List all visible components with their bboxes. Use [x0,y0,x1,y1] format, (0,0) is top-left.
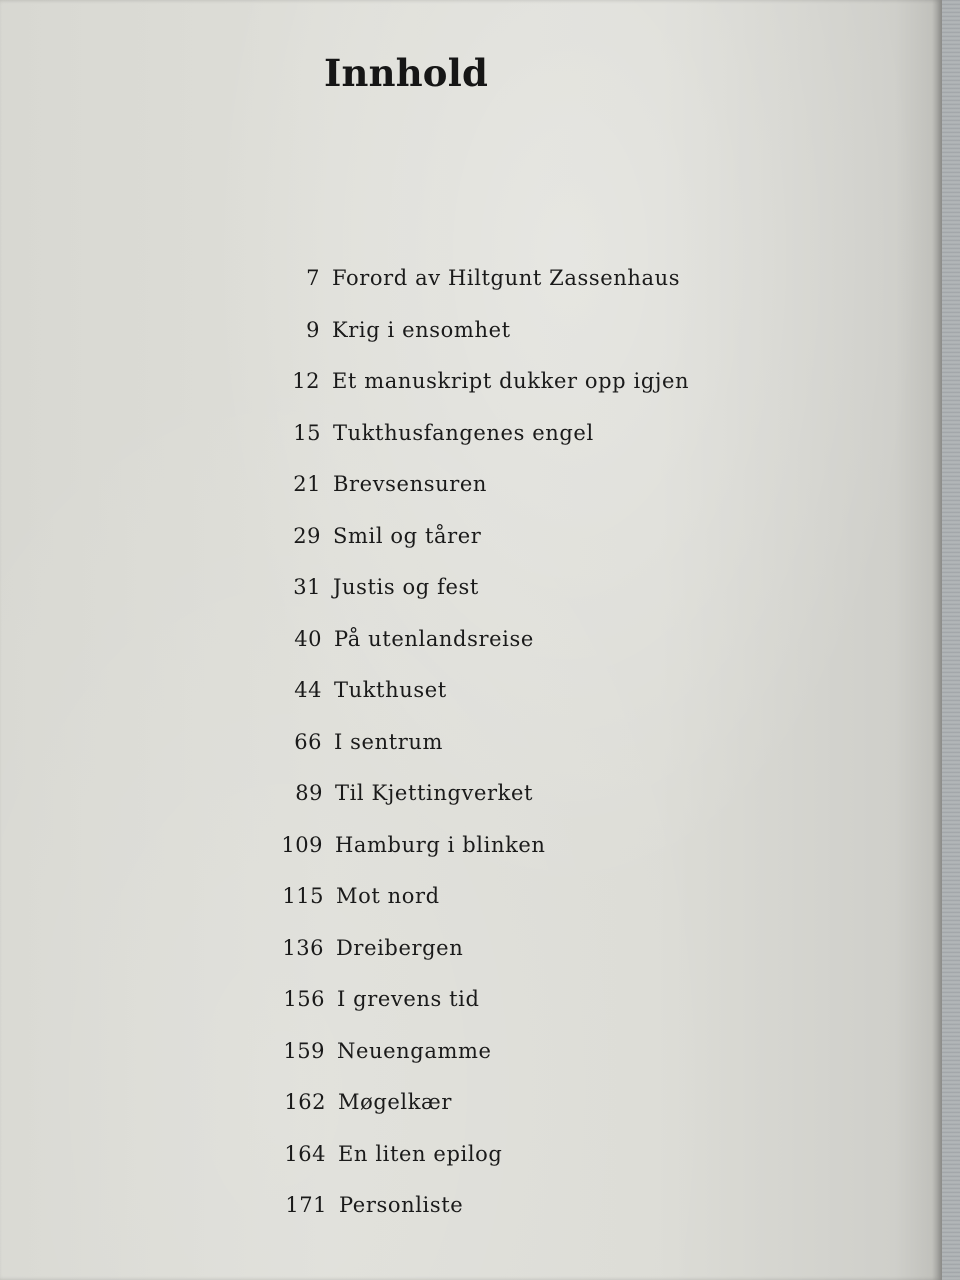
toc-page-number: 162 [284,1090,326,1114]
toc-title: Møgelkær [338,1090,453,1114]
toc-title: Brevsensuren [333,472,487,496]
toc-page-number: 31 [293,575,321,599]
toc-entry [273,825,793,877]
toc-entry [270,310,790,362]
toc-title: Personliste [339,1193,464,1217]
toc-page-number: 89 [295,781,323,805]
toc-entry [271,413,791,465]
toc-page-number: 156 [283,987,325,1011]
toc-title: Krig i ensomhet [332,317,511,342]
toc-title: Smil og tårer [333,523,482,548]
fabric-background-edge [942,0,960,1280]
toc-title: En liten epilog [338,1141,503,1166]
table-of-contents [270,258,790,1237]
toc-title: Hamburg i blinken [335,832,546,857]
toc-title: Dreibergen [336,935,464,960]
toc-page-number: 12 [292,369,320,393]
toc-title: I grevens tid [337,987,480,1011]
toc-page-number: 15 [293,420,321,445]
toc-entry [270,258,790,310]
toc-title: Tukthuset [334,678,447,702]
toc-title: Justis og fest [333,575,479,599]
toc-entry [275,1031,795,1083]
toc-title: Et manuskript dukker opp igjen [332,369,690,393]
toc-title: Mot nord [336,884,440,908]
page-title: Innhold [324,50,489,95]
toc-entry [276,1134,796,1186]
toc-entry [272,670,792,722]
toc-title: Forord av Hiltgunt Zassenhaus [332,266,681,290]
toc-title: Til Kjettingverket [335,781,534,805]
toc-page-number: 44 [294,678,322,702]
toc-entry [275,979,795,1031]
toc-entry [277,1185,797,1237]
toc-entry [271,567,791,619]
toc-entry [273,773,793,825]
toc-title: Tukthusfangenes engel [333,420,594,445]
toc-entry [271,516,791,568]
toc-entry [274,876,794,928]
toc-entry [272,619,792,671]
toc-page-number: 115 [282,884,324,908]
toc-entry [276,1082,796,1134]
toc-page-number: 66 [294,729,322,754]
toc-page-number: 9 [306,317,320,342]
toc-entry [270,361,790,413]
toc-page-number: 40 [294,626,322,651]
toc-page-number: 159 [283,1038,325,1063]
toc-page-number: 21 [293,472,321,496]
toc-entry [271,464,791,516]
toc-entry [274,928,794,980]
toc-title: På utenlandsreise [334,626,534,651]
toc-page-number: 171 [285,1193,327,1217]
toc-title: I sentrum [334,729,444,754]
toc-page-number: 109 [281,832,323,857]
toc-page-number: 29 [293,523,321,548]
toc-title: Neuengamme [337,1038,492,1063]
toc-page-number: 164 [284,1141,326,1166]
toc-page-number: 136 [282,935,324,960]
toc-page-number: 7 [306,266,320,290]
toc-entry [272,722,792,774]
